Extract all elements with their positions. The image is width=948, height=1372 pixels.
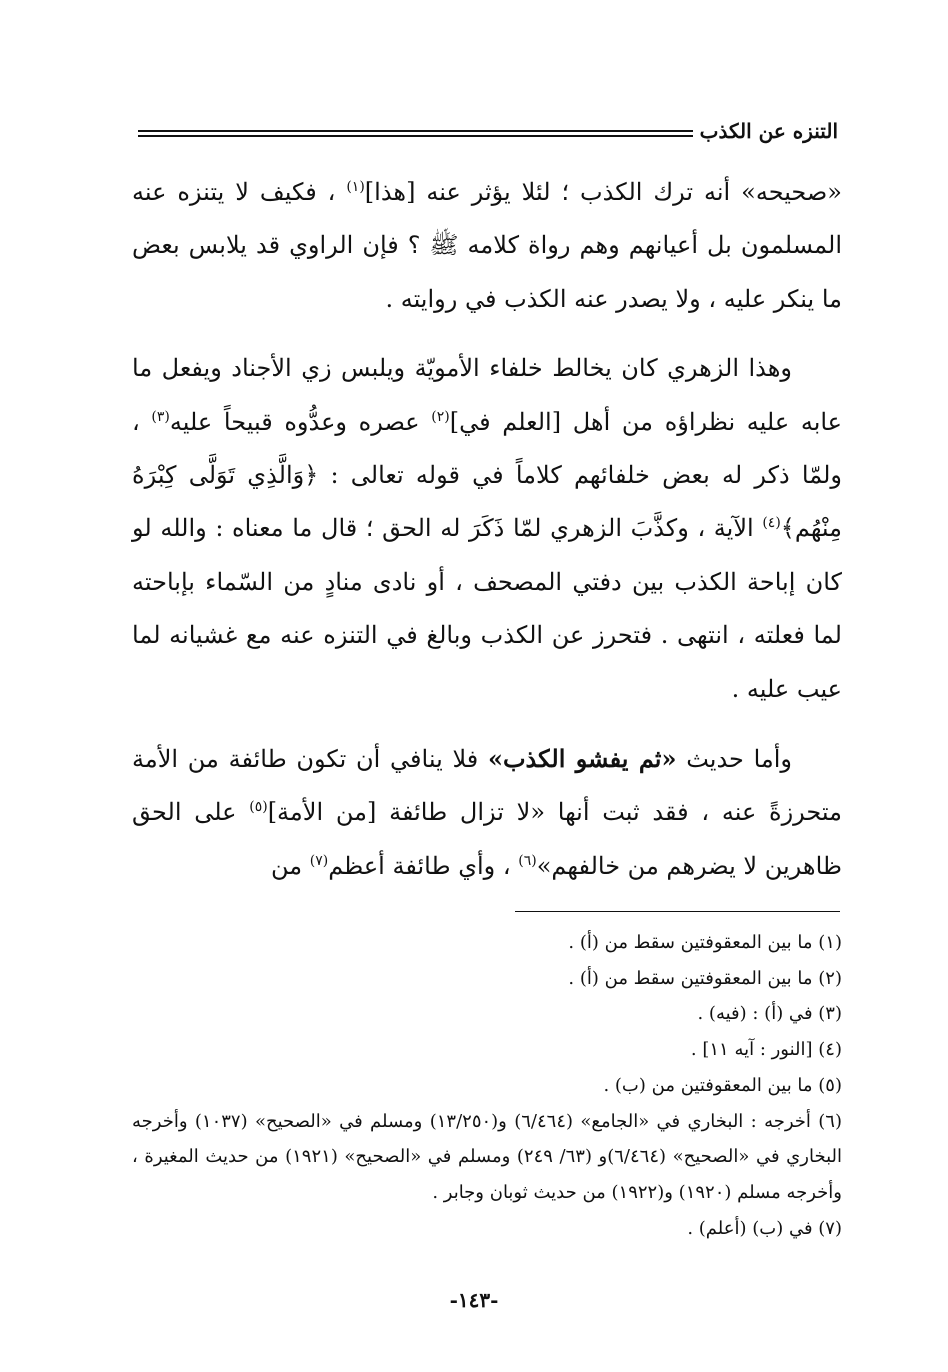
body-text [132, 166, 842, 893]
paragraph [132, 342, 842, 716]
footnote-marker: (٥) [249, 799, 268, 816]
bold-quote: «ثم يفشو الكذب» [487, 744, 677, 774]
footnote: (١) ما بين المعقوفتين سقط من (أ) . [568, 932, 842, 953]
text-run: وهذا الزهري كان يخالط خلفاء الأمويّة ويلبس زي الأجناد ويفعل ما عابه عليه نظراؤه من أهل [العلم في] [132, 354, 843, 436]
text-run: فلا ينافي أن تكون طائفة من الأمة متحرزةً عنه ، فقد ثبت أنها «لا تزال طائفة [من الأمة] [132, 745, 843, 827]
footnote-marker: (٢) [431, 408, 450, 425]
header-rule-bottom [138, 135, 693, 137]
footnote-marker: (١) [346, 179, 365, 195]
footnote-marker: (٧) [309, 852, 329, 869]
running-header [138, 118, 838, 148]
page-number: -١٤٣- [449, 1288, 499, 1312]
footnote-marker: (٤) [762, 515, 781, 532]
footnote: (٣) في (أ) : (فيه) . [697, 1003, 842, 1025]
text-run: من [270, 851, 310, 880]
text-run: ، فكيف لا يتنزه عنه المسلمون بل أعيانهم وهم رواة كلامه ﷺ ؟ فإن الراوي قد يلابس بعض ما ينكر عليه ، ولا يصدر عنه الكذب في روايته . [132, 178, 842, 313]
header-title: التنزه عن الكذب [699, 119, 838, 143]
footnote-separator [515, 911, 840, 912]
text-run: الآية ، وكذَّبَ الزهري لمّا ذَكَرَ له الحق ؛ قال ما معناه : والله لو كان إباحة الكذب بين دفتي المصحف ، أو نادى منادٍ من السّماء بإباحته لما فعلته ، انتهى . فتحرز عن الكذب وبالغ في التنزه عنه مع غشيانه لما عيب عليه . [132, 514, 842, 703]
footnotes [132, 925, 842, 1246]
text-run: عصره وعدُّوه قبيحاً عليه [169, 407, 432, 436]
footnote: (٤) [النور : آيه ١١] . [690, 1039, 842, 1061]
footnote: (٥) ما بين المعقوفتين من (ب) . [603, 1074, 842, 1096]
footnote: (٦) أخرجه : البخاري في «الجامع» (٦/٤٦٤) و(١٣/٢٥٠) ومسلم في «الصحيح» (١٠٣٧) وأخرجه البخاري في «الصحيح» (٦/٤٦٤)و (٦٣/ ٢٤٩) ومسلم في «الصحيح» (١٩٢١) من حديث المغيرة ، وأخرجه مسلم (١٩٢٠) و(١٩٢٢) من حديث ثوبان وجابر . [132, 1110, 842, 1203]
header-rule-top [138, 130, 693, 132]
text-run: ، وأي طائفة أعظم [328, 851, 519, 880]
footnote: (٢) ما بين المعقوفتين سقط من (أ) . [568, 967, 842, 989]
footnote-marker: (٦) [518, 852, 537, 869]
text-run: وأما حديث [676, 745, 792, 774]
paragraph [132, 732, 842, 893]
text-run: على الحق ظاهرين لا يضرهم من خالفهم» [132, 798, 842, 880]
text-run: «صحيحه» أنه ترك الكذب ؛ لئلا يؤثر عنه [هذا] [364, 178, 842, 206]
paragraph [132, 166, 842, 326]
text-run: ، ولمّا ذكر له بعض خلفائهم كلاماً في قوله تعالى : ﴿وَالَّذِي تَوَلَّى كِبْرَهُ مِنْهُم﴾ [132, 407, 842, 543]
footnote-marker: (٣) [151, 408, 170, 425]
footnote: (٧) في (ب) (أعلم) . [687, 1217, 842, 1239]
